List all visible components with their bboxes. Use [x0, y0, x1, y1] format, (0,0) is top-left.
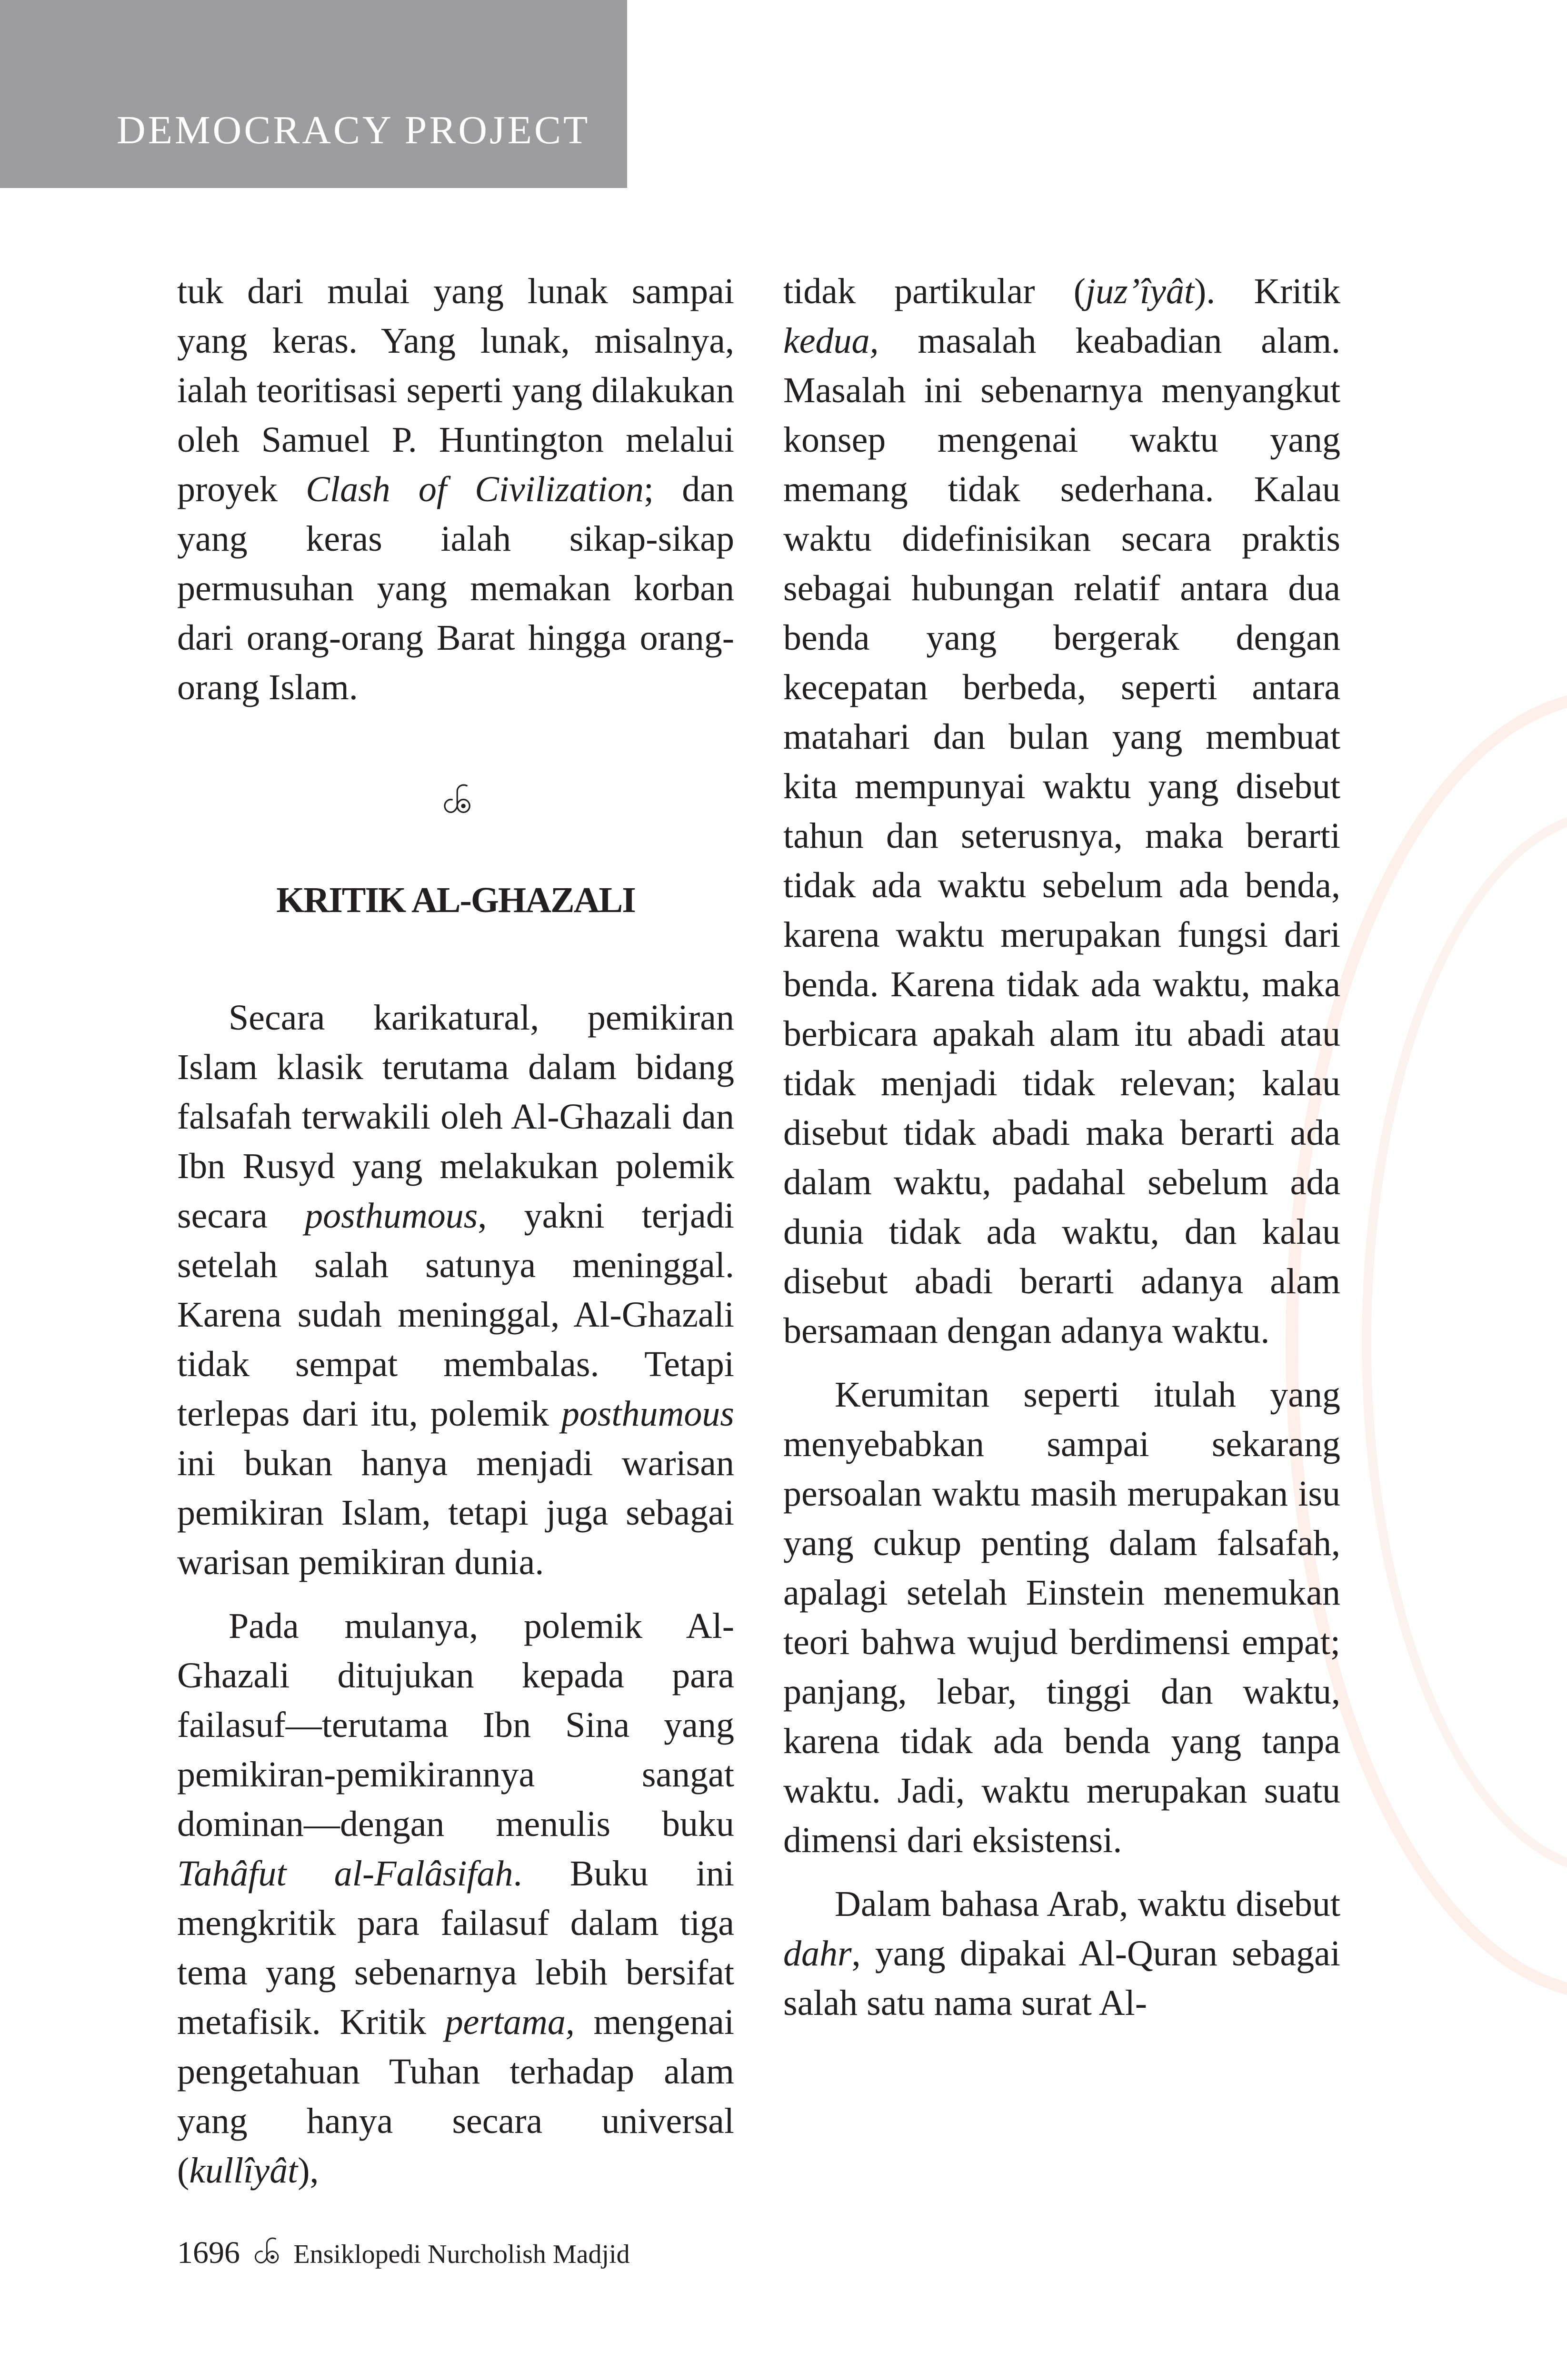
paragraph: tidak partikular (juz’îyât). Kritik kedua, masalah keabadian alam. Masalah ini sebenarnya menyangkut konsep mengenai waktu yang memang tidak sederhana. Kalau waktu didefinisikan secara praktis sebagai hubungan relatif antara dua benda yang bergerak dengan kecepatan berbeda, seperti antara matahari dan bulan yang membuat kita mempunyai waktu yang disebut tahun dan seterusnya, maka berarti tidak ada waktu sebelum ada benda, karena waktu merupakan fungsi dari benda. Karena tidak ada waktu, maka berbicara apakah alam itu abadi atau tidak menjadi tidak relevan; kalau disebut tidak abadi maka berarti ada dalam waktu, padahal sebelum ada dunia tidak ada waktu, dan kalau disebut abadi berarti adanya alam bersamaan dengan adanya waktu. [783, 271, 1340, 1351]
section-title: KRITIK AL-GHAZALI [276, 880, 635, 920]
paragraph: Dalam bahasa Arab, waktu disebut dahr, yang dipakai Al-Quran sebagai salah satu nama surat Al- [783, 1884, 1340, 2023]
page-footer [177, 2235, 630, 2277]
paragraph: Kerumitan seperti itulah yang menyebabkan sampai sekarang persoalan waktu masih merupakan isu yang cukup penting dalam falsafah, apalagi setelah Einstein menemukan teori bahwa wujud berdimensi empat; panjang, lebar, tinggi dan waktu, karena tidak ada benda yang tanpa waktu. Jadi, waktu merupakan suatu dimensi dari eksistensi. [783, 1375, 1340, 1860]
section-ornament: ꧾ [442, 785, 469, 819]
right-column [783, 267, 1340, 2028]
paragraph: tuk dari mulai yang lunak sampai yang keras. Yang lunak, misalnya, ialah teoritisasi seperti yang dilakukan oleh Samuel P. Huntington melalui proyek Clash of Civilization; dan yang keras ialah sikap-sikap permusuhan yang memakan korban dari orang-orang Barat hingga orang-orang Islam. [177, 271, 734, 707]
book-title: Ensiklopedi Nurcholish Madjid [293, 2240, 630, 2269]
paragraph: Pada mulanya, polemik Al-Ghazali ditujukan kepada para failasuf—terutama Ibn Sina yang pemikiran-pemikirannya sangat dominan—dengan menulis buku Tahâfut al-Falâsifah. Buku ini mengkritik para failasuf dalam tiga tema yang sebenarnya lebih bersifat metafisik. Kritik pertama, mengenai pengetahuan Tuhan terhadap alam yang hanya secara universal (kullîyât), [177, 1606, 735, 2191]
page-number: 1696 [177, 2235, 240, 2270]
paragraph: Secara karikatural, pemikiran Islam klasik terutama dalam bidang falsafah terwakili oleh Al-Ghazali dan Ibn Rusyd yang melakukan polemik secara posthumous, yakni terjadi setelah salah satunya meninggal. Karena sudah meninggal, Al-Ghazali tidak sempat membalas. Tetapi terlepas dari itu, polemik posthumous ini bukan hanya menjadi warisan pemikiran Islam, tetapi juga sebagai warisan pemikiran dunia. [177, 998, 734, 1582]
left-column [177, 267, 734, 2195]
footer-ornament: ꧾ [253, 2238, 280, 2269]
running-header: DEMOCRACY PROJECT [117, 108, 590, 152]
header-tab [0, 0, 627, 188]
